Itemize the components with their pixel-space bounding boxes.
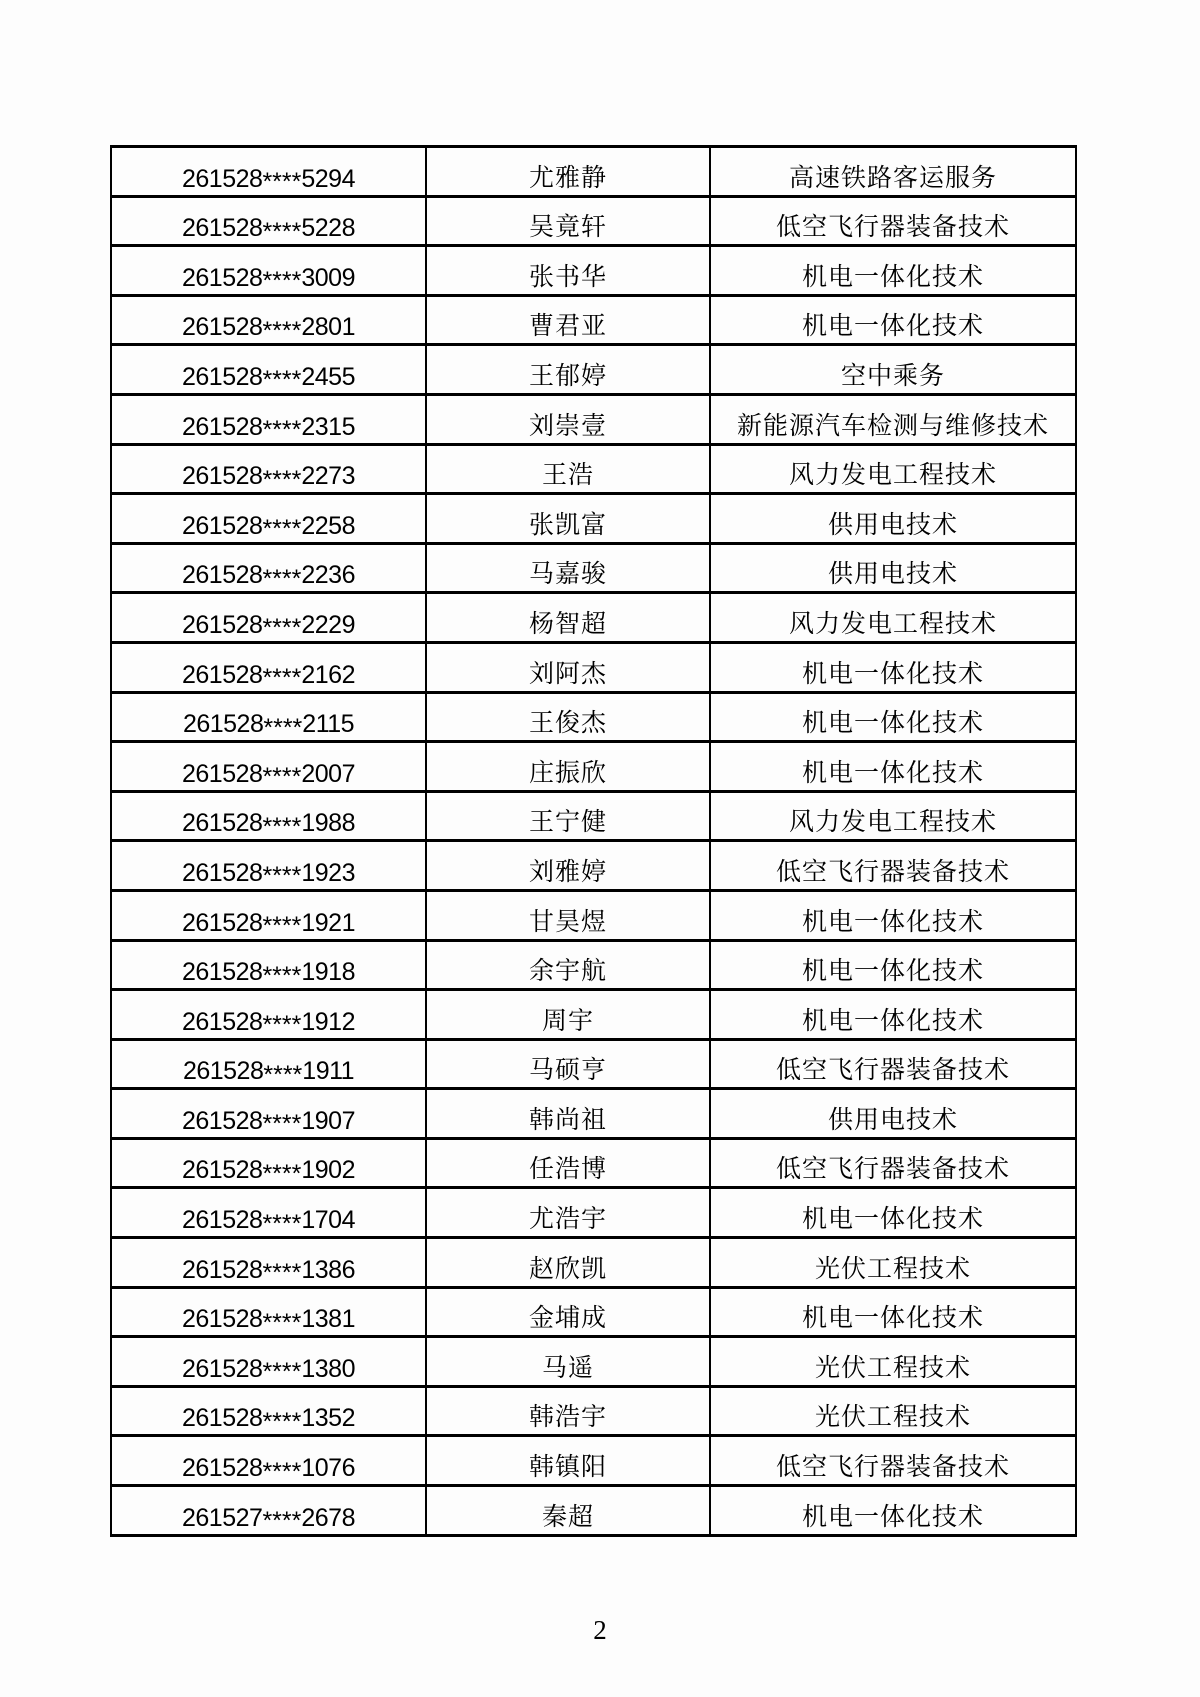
mask-asterisks: ****: [262, 812, 302, 841]
student-name-cell: 庄振欣: [426, 742, 710, 792]
exam-id-cell: 261528****1380: [111, 1337, 426, 1387]
mask-asterisks: ****: [262, 1308, 302, 1337]
mask-asterisks: ****: [262, 416, 302, 445]
table-row: [111, 1188, 1076, 1238]
student-list-body: [111, 147, 1076, 1536]
mask-asterisks: ****: [262, 1209, 302, 1238]
exam-id-cell: 261528****5228: [111, 196, 426, 246]
exam-id-cell: 261528****1923: [111, 841, 426, 891]
mask-asterisks: ****: [262, 912, 302, 940]
major-cell: 空中乘务: [710, 345, 1076, 395]
major-cell: 光伏工程技术: [710, 1386, 1076, 1436]
major-cell: 机电一体化技术: [710, 890, 1076, 940]
exam-id-cell: 261528****1902: [111, 1138, 426, 1188]
major-cell: 风力发电工程技术: [710, 791, 1076, 841]
major-cell: 供用电技术: [710, 543, 1076, 593]
major-cell: 低空飞行器装备技术: [710, 1039, 1076, 1089]
student-name-cell: 张凯富: [426, 494, 710, 544]
major-cell: 高速铁路客运服务: [710, 147, 1076, 197]
table-row: [111, 692, 1076, 742]
major-cell: 风力发电工程技术: [710, 593, 1076, 643]
student-name-cell: 秦超: [426, 1486, 710, 1536]
table-row: [111, 791, 1076, 841]
mask-asterisks: ****: [262, 1507, 302, 1536]
table-row: [111, 1287, 1076, 1337]
student-name-cell: 余宇航: [426, 940, 710, 990]
exam-id-cell: 261528****1988: [111, 791, 426, 841]
student-name-cell: 曹君亚: [426, 295, 710, 345]
major-cell: 机电一体化技术: [710, 1188, 1076, 1238]
major-cell: 机电一体化技术: [710, 295, 1076, 345]
exam-id-cell: 261528****1918: [111, 940, 426, 990]
student-name-cell: 韩浩宇: [426, 1386, 710, 1436]
table-row: [111, 444, 1076, 494]
mask-asterisks: ****: [262, 564, 302, 593]
major-cell: 机电一体化技术: [710, 990, 1076, 1040]
exam-id-cell: 261528****1921: [111, 890, 426, 940]
student-name-cell: 周宇: [426, 990, 710, 1040]
table-row: [111, 1089, 1076, 1139]
student-name-cell: 任浩博: [426, 1138, 710, 1188]
exam-id-cell: 261528****1912: [111, 990, 426, 1040]
mask-asterisks: ****: [262, 763, 302, 792]
student-name-cell: 吴竟轩: [426, 196, 710, 246]
major-cell: 低空飞行器装备技术: [710, 841, 1076, 891]
exam-id-cell: 261528****2007: [111, 742, 426, 792]
exam-id-cell: 261528****1076: [111, 1436, 426, 1486]
table-row: [111, 1386, 1076, 1436]
exam-id-cell: 261528****2801: [111, 295, 426, 345]
table-row: [111, 1039, 1076, 1089]
table-row: [111, 1436, 1076, 1486]
table-row: [111, 841, 1076, 891]
major-cell: 机电一体化技术: [710, 1287, 1076, 1337]
table-row: [111, 345, 1076, 395]
mask-asterisks: ****: [262, 316, 302, 345]
page-number: 2: [593, 1615, 607, 1645]
table-row: [111, 940, 1076, 990]
major-cell: 机电一体化技术: [710, 246, 1076, 296]
exam-id-cell: 261528****2455: [111, 345, 426, 395]
student-name-cell: 金埔成: [426, 1287, 710, 1337]
mask-asterisks: ****: [262, 366, 302, 395]
table-row: [111, 246, 1076, 296]
major-cell: 供用电技术: [710, 494, 1076, 544]
exam-id-cell: 261528****1911: [111, 1039, 426, 1089]
student-name-cell: 韩尚祖: [426, 1089, 710, 1139]
exam-id-cell: 261528****1386: [111, 1238, 426, 1288]
exam-id-cell: 261528****2115: [111, 692, 426, 742]
exam-id-cell: 261528****2162: [111, 642, 426, 692]
mask-asterisks: ****: [262, 1110, 302, 1139]
exam-id-cell: 261528****2236: [111, 543, 426, 593]
table-row: [111, 593, 1076, 643]
student-name-cell: 王浩: [426, 444, 710, 494]
table-row: [111, 196, 1076, 246]
table-row: [111, 990, 1076, 1040]
table-row: [111, 642, 1076, 692]
mask-asterisks: ****: [262, 515, 302, 544]
major-cell: 低空飞行器装备技术: [710, 1138, 1076, 1188]
mask-asterisks: ****: [262, 1259, 302, 1288]
student-name-cell: 张书华: [426, 246, 710, 296]
student-name-cell: 甘昊煜: [426, 890, 710, 940]
student-name-cell: 韩镇阳: [426, 1436, 710, 1486]
table-row: [111, 1486, 1076, 1536]
major-cell: 新能源汽车检测与维修技术: [710, 394, 1076, 444]
student-name-cell: 刘崇壹: [426, 394, 710, 444]
student-name-cell: 王俊杰: [426, 692, 710, 742]
major-cell: 机电一体化技术: [710, 742, 1076, 792]
exam-id-cell: 261528****2258: [111, 494, 426, 544]
exam-id-cell: 261528****2229: [111, 593, 426, 643]
mask-asterisks: ****: [262, 168, 302, 197]
mask-asterisks: ****: [262, 961, 302, 990]
table-row: [111, 295, 1076, 345]
major-cell: 风力发电工程技术: [710, 444, 1076, 494]
mask-asterisks: ****: [262, 217, 302, 246]
table-row: [111, 742, 1076, 792]
student-name-cell: 尤浩宇: [426, 1188, 710, 1238]
major-cell: 机电一体化技术: [710, 1486, 1076, 1536]
table-row: [111, 543, 1076, 593]
table-row: [111, 494, 1076, 544]
mask-asterisks: ****: [263, 713, 303, 742]
exam-id-cell: 261527****2678: [111, 1486, 426, 1536]
student-name-cell: 刘阿杰: [426, 642, 710, 692]
mask-asterisks: ****: [262, 1457, 302, 1486]
student-name-cell: 尤雅静: [426, 147, 710, 197]
student-name-cell: 马嘉骏: [426, 543, 710, 593]
exam-id-cell: 261528****1352: [111, 1386, 426, 1436]
table-row: [111, 394, 1076, 444]
table-row: [111, 1337, 1076, 1387]
mask-asterisks: ****: [262, 267, 302, 296]
mask-asterisks: ****: [262, 1159, 302, 1188]
mask-asterisks: ****: [262, 862, 302, 891]
exam-id-cell: 261528****2315: [111, 394, 426, 444]
student-name-cell: 马硕亨: [426, 1039, 710, 1089]
table-row: [111, 1138, 1076, 1188]
mask-asterisks: ****: [262, 664, 302, 693]
table-row: [111, 147, 1076, 197]
mask-asterisks: ****: [262, 1407, 302, 1436]
major-cell: 光伏工程技术: [710, 1337, 1076, 1387]
student-name-cell: 刘雅婷: [426, 841, 710, 891]
exam-id-cell: 261528****1381: [111, 1287, 426, 1337]
mask-asterisks: ****: [262, 465, 302, 494]
exam-id-cell: 261528****5294: [111, 147, 426, 197]
mask-asterisks: ****: [262, 1011, 302, 1040]
major-cell: 供用电技术: [710, 1089, 1076, 1139]
major-cell: 机电一体化技术: [710, 642, 1076, 692]
table-row: [111, 1238, 1076, 1288]
student-name-cell: 赵欣凯: [426, 1238, 710, 1288]
major-cell: 机电一体化技术: [710, 692, 1076, 742]
exam-id-cell: 261528****3009: [111, 246, 426, 296]
table-row: [111, 890, 1076, 940]
mask-asterisks: ****: [262, 1358, 302, 1387]
student-name-cell: 马遥: [426, 1337, 710, 1387]
major-cell: 机电一体化技术: [710, 940, 1076, 990]
exam-id-cell: 261528****1704: [111, 1188, 426, 1238]
mask-asterisks: ****: [263, 1060, 303, 1089]
student-list-table: [110, 145, 1077, 1537]
mask-asterisks: ****: [262, 614, 302, 643]
major-cell: 光伏工程技术: [710, 1238, 1076, 1288]
student-name-cell: 杨智超: [426, 593, 710, 643]
major-cell: 低空飞行器装备技术: [710, 196, 1076, 246]
major-cell: 低空飞行器装备技术: [710, 1436, 1076, 1486]
exam-id-cell: 261528****2273: [111, 444, 426, 494]
exam-id-cell: 261528****1907: [111, 1089, 426, 1139]
student-name-cell: 王宁健: [426, 791, 710, 841]
student-name-cell: 王郁婷: [426, 345, 710, 395]
